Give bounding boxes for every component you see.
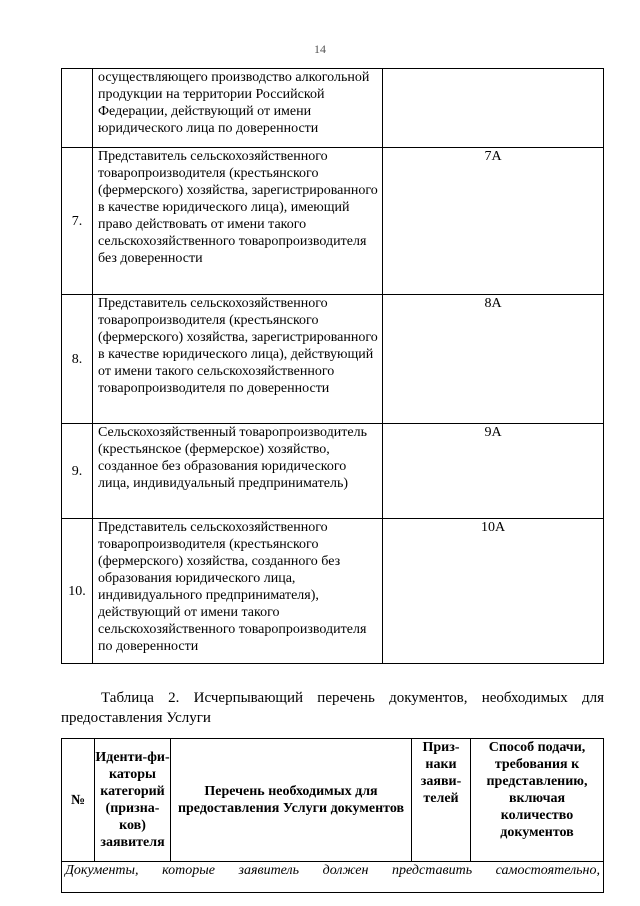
applicant-category: Сельскохозяйственный товаропроизводитель (крестьянское (фермерское) хозяйство, созданное без образования юридического лица, индивидуальный предприниматель) bbox=[93, 424, 383, 519]
row-number: 10. bbox=[62, 519, 93, 664]
page-number: 14 bbox=[314, 42, 326, 56]
applicant-category: Представитель сельскохозяйственного товаропроизводителя (крестьянского (фермерского) хозяйства, зарегистрированного в качестве юридического лица), действующий от имени такого сельскохозяйственного товаропроизводителя по доверенности bbox=[93, 295, 383, 424]
row-number: 7. bbox=[62, 148, 93, 295]
table-row bbox=[62, 424, 604, 519]
documents-table bbox=[61, 738, 604, 893]
header-documents-list: Перечень необходимых для предоставления Услуги документов bbox=[171, 739, 412, 862]
applicant-category: Представитель сельскохозяйственного товаропроизводителя (крестьянского (фермерского) хозяйства, зарегистрированного в качестве юридического лица), имеющий право действовать от имени такого сельскохозяйственного товаропроизводителя без доверенности bbox=[93, 148, 383, 295]
documents-table-header bbox=[62, 739, 604, 862]
applicant-categories-table bbox=[61, 68, 604, 664]
section-row-text: Документы, которые заявитель должен представить самостоятельно, bbox=[62, 862, 604, 893]
row-number: 9. bbox=[62, 424, 93, 519]
category-code: 8А bbox=[383, 295, 604, 424]
table-row bbox=[62, 69, 604, 148]
header-number: № bbox=[62, 739, 95, 862]
table-row bbox=[62, 519, 604, 664]
table2-caption: Таблица 2. Исчерпывающий перечень документов, необходимых для предоставления Услуги bbox=[61, 690, 604, 726]
table-row bbox=[62, 148, 604, 295]
category-code bbox=[383, 69, 604, 148]
row-number bbox=[62, 69, 93, 148]
category-code: 7А bbox=[383, 148, 604, 295]
applicant-category: Представитель сельскохозяйственного товаропроизводителя (крестьянского (фермерского) хозяйства, созданного без образования юридического лица, индивидуального предпринимателя), действующий от имени такого сельскохозяйственного товаропроизводителя по доверенности bbox=[93, 519, 383, 664]
category-code: 9А bbox=[383, 424, 604, 519]
header-submission-method: Способ подачи, требования к представлению, включая количество документов bbox=[471, 739, 604, 862]
header-applicant-attributes: Приз-наки заяви-телей bbox=[412, 739, 471, 862]
row-number: 8. bbox=[62, 295, 93, 424]
category-code: 10А bbox=[383, 519, 604, 664]
section-row bbox=[62, 862, 604, 893]
header-category-ids: Иденти-фи-каторы категорий (призна-ков) заявителя bbox=[95, 739, 171, 862]
applicant-category: осуществляющего производство алкогольной продукции на территории Российской Федерации, действующий от имени юридического лица по доверенности bbox=[93, 69, 383, 148]
table-row bbox=[62, 295, 604, 424]
